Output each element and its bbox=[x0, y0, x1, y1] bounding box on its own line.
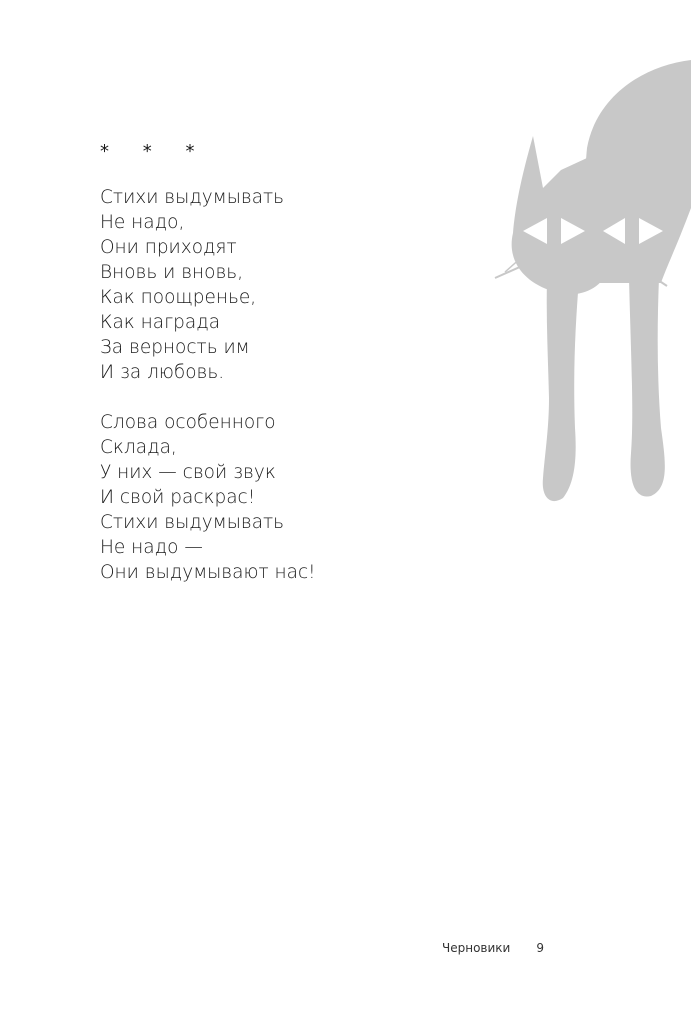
poem-line: Не надо, bbox=[100, 212, 185, 233]
page-footer bbox=[442, 941, 544, 955]
cat-left-leg bbox=[543, 280, 579, 501]
poem-line: Вновь и вновь, bbox=[100, 262, 244, 283]
poem-line: Они выдумывают нас! bbox=[100, 562, 316, 583]
stanza-1 bbox=[100, 185, 430, 385]
running-footer-title: Черновики bbox=[442, 941, 511, 955]
poem-line: За верность им bbox=[100, 337, 250, 358]
poem-line: Как поощренье, bbox=[100, 287, 257, 308]
cat-silhouette-illustration bbox=[491, 58, 691, 508]
poem-line: Стихи выдумывать bbox=[100, 512, 285, 533]
stanza-2 bbox=[100, 410, 430, 585]
poem-line: У них — свой звук bbox=[100, 462, 276, 483]
poem-line: Склада, bbox=[100, 437, 177, 458]
cat-right-leg bbox=[629, 278, 665, 496]
poem-line: Стихи выдумывать bbox=[100, 187, 285, 208]
poem-line: И свой раскрас! bbox=[100, 487, 256, 508]
poem-line: И за любовь. bbox=[100, 362, 225, 383]
poem-line: Не надо — bbox=[100, 537, 203, 558]
poem-line: Слова особенного bbox=[100, 412, 276, 433]
poem bbox=[100, 139, 430, 610]
poem-line: Они приходят bbox=[100, 237, 237, 258]
section-separator: * * * bbox=[100, 141, 209, 162]
poem-line: Как награда bbox=[100, 312, 221, 333]
page-number: 9 bbox=[536, 941, 544, 955]
